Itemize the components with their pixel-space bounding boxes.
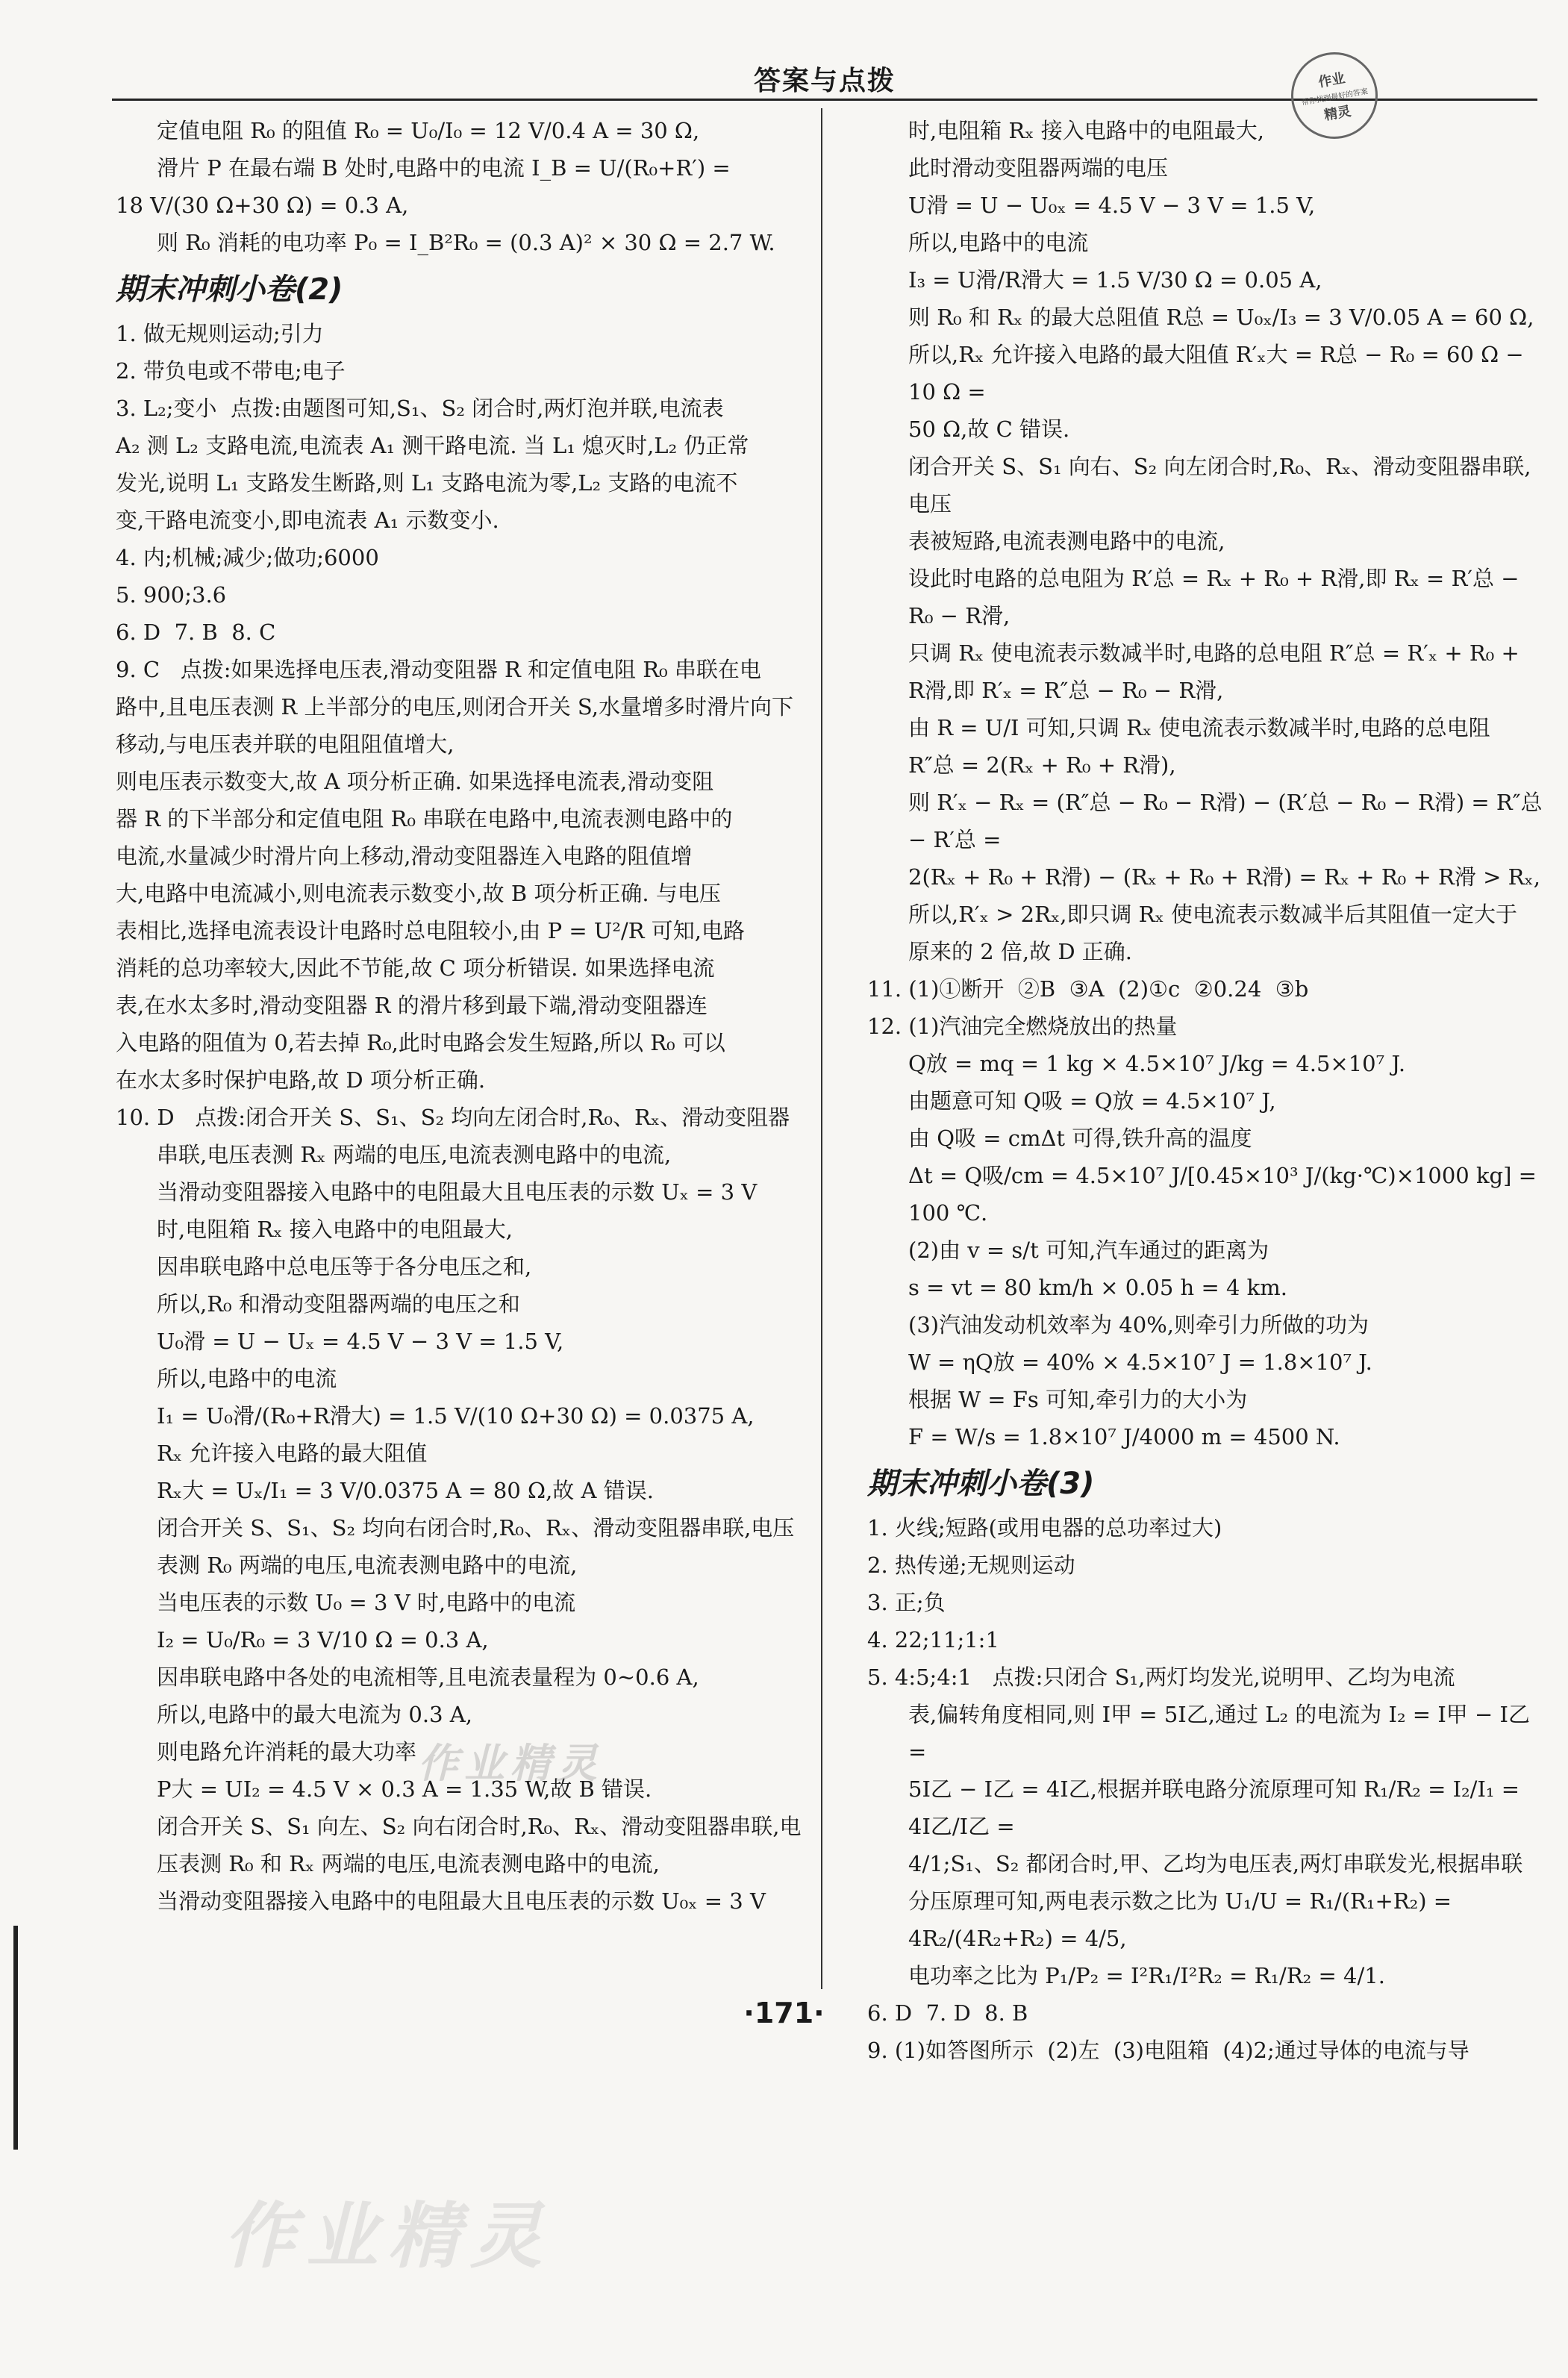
text-line: 表相比,选择电流表设计电路时总电阻较小,由 P = U²/R 可知,电路 — [116, 918, 746, 943]
watermark: 作业精灵 — [224, 2194, 552, 2278]
text-line: 大,电路中电流减小,则电流表示数变小,故 B 项分析正确. 与电压 — [116, 881, 721, 906]
text-line: 表,偏转角度相同,则 I甲 = 5I乙,通过 L₂ 的电流为 I₂ = I甲 − I乙 = — [908, 1702, 1537, 1764]
text-line: Rₓ 允许接入电路的最大阻值 — [157, 1441, 428, 1466]
text-line: 5. 4:5;4:1 点拨:只闭合 S₁,两灯均发光,说明甲、乙均为电流 — [867, 1664, 1455, 1690]
text-line: P大 = UI₂ = 4.5 V × 0.3 A = 1.35 W,故 B 错误. — [157, 1776, 652, 1802]
text-line: 闭合开关 S、S₁ 向左、S₂ 向右闭合时,R₀、Rₓ、滑动变阻器串联,电 — [157, 1814, 802, 1839]
text-line: 所以,R₀ 和滑动变阻器两端的电压之和 — [157, 1291, 520, 1317]
text-line: 压表测 R₀ 和 Rₓ 两端的电压,电流表测电路中的电流, — [157, 1851, 660, 1876]
text-line: 串联,电压表测 Rₓ 两端的电压,电流表测电路中的电流, — [157, 1142, 672, 1167]
text-line: A₂ 测 L₂ 支路电流,电流表 A₁ 测干路电流. 当 L₁ 熄灭时,L₂ 仍正常 — [116, 433, 749, 458]
stamp-line-3: 精灵 — [1322, 103, 1352, 124]
text-line: Q放 = mq = 1 kg × 4.5×10⁷ J/kg = 4.5×10⁷ J. — [908, 1051, 1406, 1076]
text-line: 时,电阻箱 Rₓ 接入电路中的电阻最大, — [157, 1217, 513, 1242]
text-line: s = vt = 80 km/h × 0.05 h = 4 km. — [908, 1275, 1287, 1300]
text-line: 1. 做无规则运动;引力 — [116, 321, 324, 346]
text-line: 时,电阻箱 Rₓ 接入电路中的电阻最大, — [908, 118, 1264, 143]
page-number: ·171· — [743, 1997, 825, 2029]
text-line: R″总 = 2(Rₓ + R₀ + R滑), — [908, 752, 1176, 778]
text-line: 当滑动变阻器接入电路中的电阻最大且电压表的示数 U₀ₓ = 3 V — [157, 1888, 766, 1914]
text-line: R滑,即 R′ₓ = R″总 − R₀ − R滑, — [908, 678, 1224, 703]
text-line: 3. 正;负 — [867, 1590, 946, 1615]
text-line: 闭合开关 S、S₁ 向右、S₂ 向左闭合时,R₀、Rₓ、滑动变阻器串联,电压 — [908, 454, 1531, 517]
text-line: 则 R₀ 消耗的电功率 P₀ = I_B²R₀ = (0.3 A)² × 30 Ω = 2.7 W. — [157, 230, 775, 255]
text-line: R₀ − R滑, — [908, 603, 1011, 628]
text-line: 设此时电路的总电阻为 R′总 = Rₓ + R₀ + R滑,即 Rₓ = R′总 − — [908, 566, 1519, 591]
text-line: 电功率之比为 P₁/P₂ = I²R₁/I²R₂ = R₁/R₂ = 4/1. — [908, 1963, 1385, 1988]
text-line: 表测 R₀ 两端的电压,电流表测电路中的电流, — [157, 1552, 578, 1578]
text-line: 则电路允许消耗的最大功率 — [157, 1739, 417, 1764]
text-line: 闭合开关 S、S₁、S₂ 均向右闭合时,R₀、Rₓ、滑动变阻器串联,电压 — [157, 1515, 795, 1541]
text-line: 则 R′ₓ − Rₓ = (R″总 − R₀ − R滑) − (R′总 − R₀ − R滑) = R″总 − R′总 = — [908, 790, 1549, 852]
text-line: 只调 Rₓ 使电流表示数减半时,电路的总电阻 R″总 = R′ₓ + R₀ + — [908, 640, 1519, 666]
text-line: 所以,电路中的最大电流为 0.3 A, — [157, 1702, 472, 1727]
text-line: 18 V/(30 Ω+30 Ω) = 0.3 A, — [116, 193, 409, 218]
stamp-line-1: 作业 — [1316, 69, 1346, 90]
text-line: 表被短路,电流表测电路中的电流, — [908, 528, 1225, 554]
text-line: 所以,电路中的电流 — [157, 1366, 337, 1391]
text-line: 定值电阻 R₀ 的阻值 R₀ = U₀/I₀ = 12 V/0.4 A = 30 Ω, — [157, 118, 700, 143]
text-line: 所以,Rₓ 允许接入电路的最大阻值 R′ₓ大 = R总 − R₀ = 60 Ω − 10 Ω = — [908, 342, 1531, 405]
text-line: 1. 火线;短路(或用电器的总功率过大) — [867, 1515, 1222, 1541]
text-line: 所以,R′ₓ > 2Rₓ,即只调 Rₓ 使电流表示数减半后其阻值一定大于 — [908, 902, 1518, 927]
text-line: 入电路的阻值为 0,若去掉 R₀,此时电路会发生短路,所以 R₀ 可以 — [116, 1030, 725, 1055]
text-line: 由题意可知 Q吸 = Q放 = 4.5×10⁷ J, — [908, 1088, 1276, 1114]
watermark: 作业精灵 — [418, 1740, 603, 1787]
text-line: 11. (1)①断开 ②B ③A (2)①c ②0.24 ③b — [867, 976, 1309, 1002]
text-line: 滑片 P 在最右端 B 处时,电路中的电流 I_B = U/(R₀+R′) = — [157, 155, 731, 181]
text-line: 则电压表示数变大,故 A 项分析正确. 如果选择电流表,滑动变阻 — [116, 769, 714, 794]
text-line: 此时滑动变阻器两端的电压 — [908, 155, 1169, 181]
text-line: 12. (1)汽油完全燃烧放出的热量 — [867, 1014, 1178, 1039]
text-line: 所以,电路中的电流 — [908, 230, 1089, 255]
margin-bar — [13, 1926, 18, 2150]
text-line: 4. 22;11;1:1 — [867, 1627, 999, 1653]
stamp-line-2: 帮你找到最好的答案 — [1301, 87, 1369, 107]
text-line: 4/1;S₁、S₂ 都闭合时,甲、乙均为电压表,两灯串联发光,根据串联 — [908, 1851, 1523, 1876]
text-line: Rₓ大 = Uₓ/I₁ = 3 V/0.0375 A = 80 Ω,故 A 错误. — [157, 1478, 654, 1503]
text-line: 根据 W = Fs 可知,牵引力的大小为 — [908, 1387, 1248, 1412]
text-line: 6. D 7. D 8. B — [867, 2000, 1028, 2026]
text-line: 因串联电路中各处的电流相等,且电流表量程为 0~0.6 A, — [157, 1664, 699, 1690]
text-line: 5. 900;3.6 — [116, 582, 227, 608]
text-line: 当电压表的示数 U₀ = 3 V 时,电路中的电流 — [157, 1590, 576, 1615]
text-line: 50 Ω,故 C 错误. — [908, 416, 1070, 442]
text-line: F = W/s = 1.8×10⁷ J/4000 m = 4500 N. — [908, 1424, 1340, 1449]
text-line: U₀滑 = U − Uₓ = 4.5 V − 3 V = 1.5 V, — [157, 1329, 564, 1354]
text-line: 9. C 点拨:如果选择电压表,滑动变阻器 R 和定值电阻 R₀ 串联在电 — [116, 657, 761, 682]
text-line: I₂ = U₀/R₀ = 3 V/10 Ω = 0.3 A, — [157, 1627, 489, 1653]
text-line: 在水太多时保护电路,故 D 项分析正确. — [116, 1067, 486, 1093]
right-column — [867, 112, 1549, 2069]
text-line: 器 R 的下半部分和定值电阻 R₀ 串联在电路中,电流表测电路中的 — [116, 806, 733, 831]
section-heading: 期末冲刺小卷(3) — [867, 1467, 1095, 1501]
text-line: 6. D 7. B 8. C — [116, 620, 276, 645]
text-line: 由 R = U/I 可知,只调 Rₓ 使电流表示数减半时,电路的总电阻 — [908, 715, 1490, 740]
text-line: 当滑动变阻器接入电路中的电阻最大且电压表的示数 Uₓ = 3 V — [157, 1179, 758, 1205]
text-line: 4. 内;机械;减少;做功;6000 — [116, 545, 379, 570]
text-line: 分压原理可知,两电表示数之比为 U₁/U = R₁/(R₁+R₂) = 4R₂/(4R₂+R₂) = 4/5, — [908, 1888, 1459, 1951]
text-line: 表,在水太多时,滑动变阻器 R 的滑片移到最下端,滑动变阻器连 — [116, 993, 708, 1018]
text-line: 变,干路电流变小,即电流表 A₁ 示数变小. — [116, 508, 499, 533]
text-line: 2. 热传递;无规则运动 — [867, 1552, 1075, 1578]
section-heading: 期末冲刺小卷(2) — [116, 272, 343, 307]
text-line: W = ηQ放 = 40% × 4.5×10⁷ J = 1.8×10⁷ J. — [908, 1349, 1372, 1375]
left-column — [116, 112, 802, 1920]
text-line: 2(Rₓ + R₀ + R滑) − (Rₓ + R₀ + R滑) = Rₓ + R₀ + R滑 > Rₓ, — [908, 864, 1540, 890]
text-line: 电流,水量减少时滑片向上移动,滑动变阻器连入电路的阻值增 — [116, 843, 693, 869]
text-line: 则 R₀ 和 Rₓ 的最大总阻值 R总 = U₀ₓ/I₃ = 3 V/0.05 A = 60 Ω, — [908, 305, 1534, 330]
text-line: 5I乙 − I乙 = 4I乙,根据并联电路分流原理可知 R₁/R₂ = I₂/I₁ = 4I乙/I乙 = — [908, 1776, 1527, 1839]
text-line: (3)汽油发动机效率为 40%,则牵引力所做的功为 — [908, 1312, 1369, 1338]
text-line: I₃ = U滑/R滑大 = 1.5 V/30 Ω = 0.05 A, — [908, 267, 1322, 293]
header-title: 答案与点拨 — [753, 66, 896, 96]
text-line: 发光,说明 L₁ 支路发生断路,则 L₁ 支路电流为零,L₂ 支路的电流不 — [116, 470, 738, 496]
column-divider — [821, 108, 822, 1989]
text-line: Δt = Q吸/cm = 4.5×10⁷ J/[0.45×10³ J/(kg·℃)×1000 kg] = 100 ℃. — [908, 1163, 1544, 1226]
text-line: 原来的 2 倍,故 D 正确. — [908, 939, 1133, 964]
text-line: (2)由 v = s/t 可知,汽车通过的距离为 — [908, 1238, 1269, 1263]
text-line: 10. D 点拨:闭合开关 S、S₁、S₂ 均向左闭合时,R₀、Rₓ、滑动变阻器 — [116, 1105, 790, 1130]
text-line: 9. (1)如答图所示 (2)左 (3)电阻箱 (4)2;通过导体的电流与导 — [867, 2038, 1469, 2063]
text-line: 因串联电路中总电压等于各分电压之和, — [157, 1254, 532, 1279]
text-line: I₁ = U₀滑/(R₀+R滑大) = 1.5 V/(10 Ω+30 Ω) = 0.0375 A, — [157, 1403, 755, 1429]
text-line: 由 Q吸 = cmΔt 可得,铁升高的温度 — [908, 1126, 1252, 1151]
text-line: 消耗的总功率较大,因此不节能,故 C 项分析错误. 如果选择电流 — [116, 955, 715, 981]
text-line: U滑 = U − U₀ₓ = 4.5 V − 3 V = 1.5 V, — [908, 193, 1316, 218]
text-line: 3. L₂;变小 点拨:由题图可知,S₁、S₂ 闭合时,两灯泡并联,电流表 — [116, 396, 724, 421]
text-line: 2. 带负电或不带电;电子 — [116, 358, 346, 384]
text-line: 路中,且电压表测 R 上半部分的电压,则闭合开关 S,水量增多时滑片向下移动,与电压表并联的电阻阻值增大, — [116, 694, 793, 757]
